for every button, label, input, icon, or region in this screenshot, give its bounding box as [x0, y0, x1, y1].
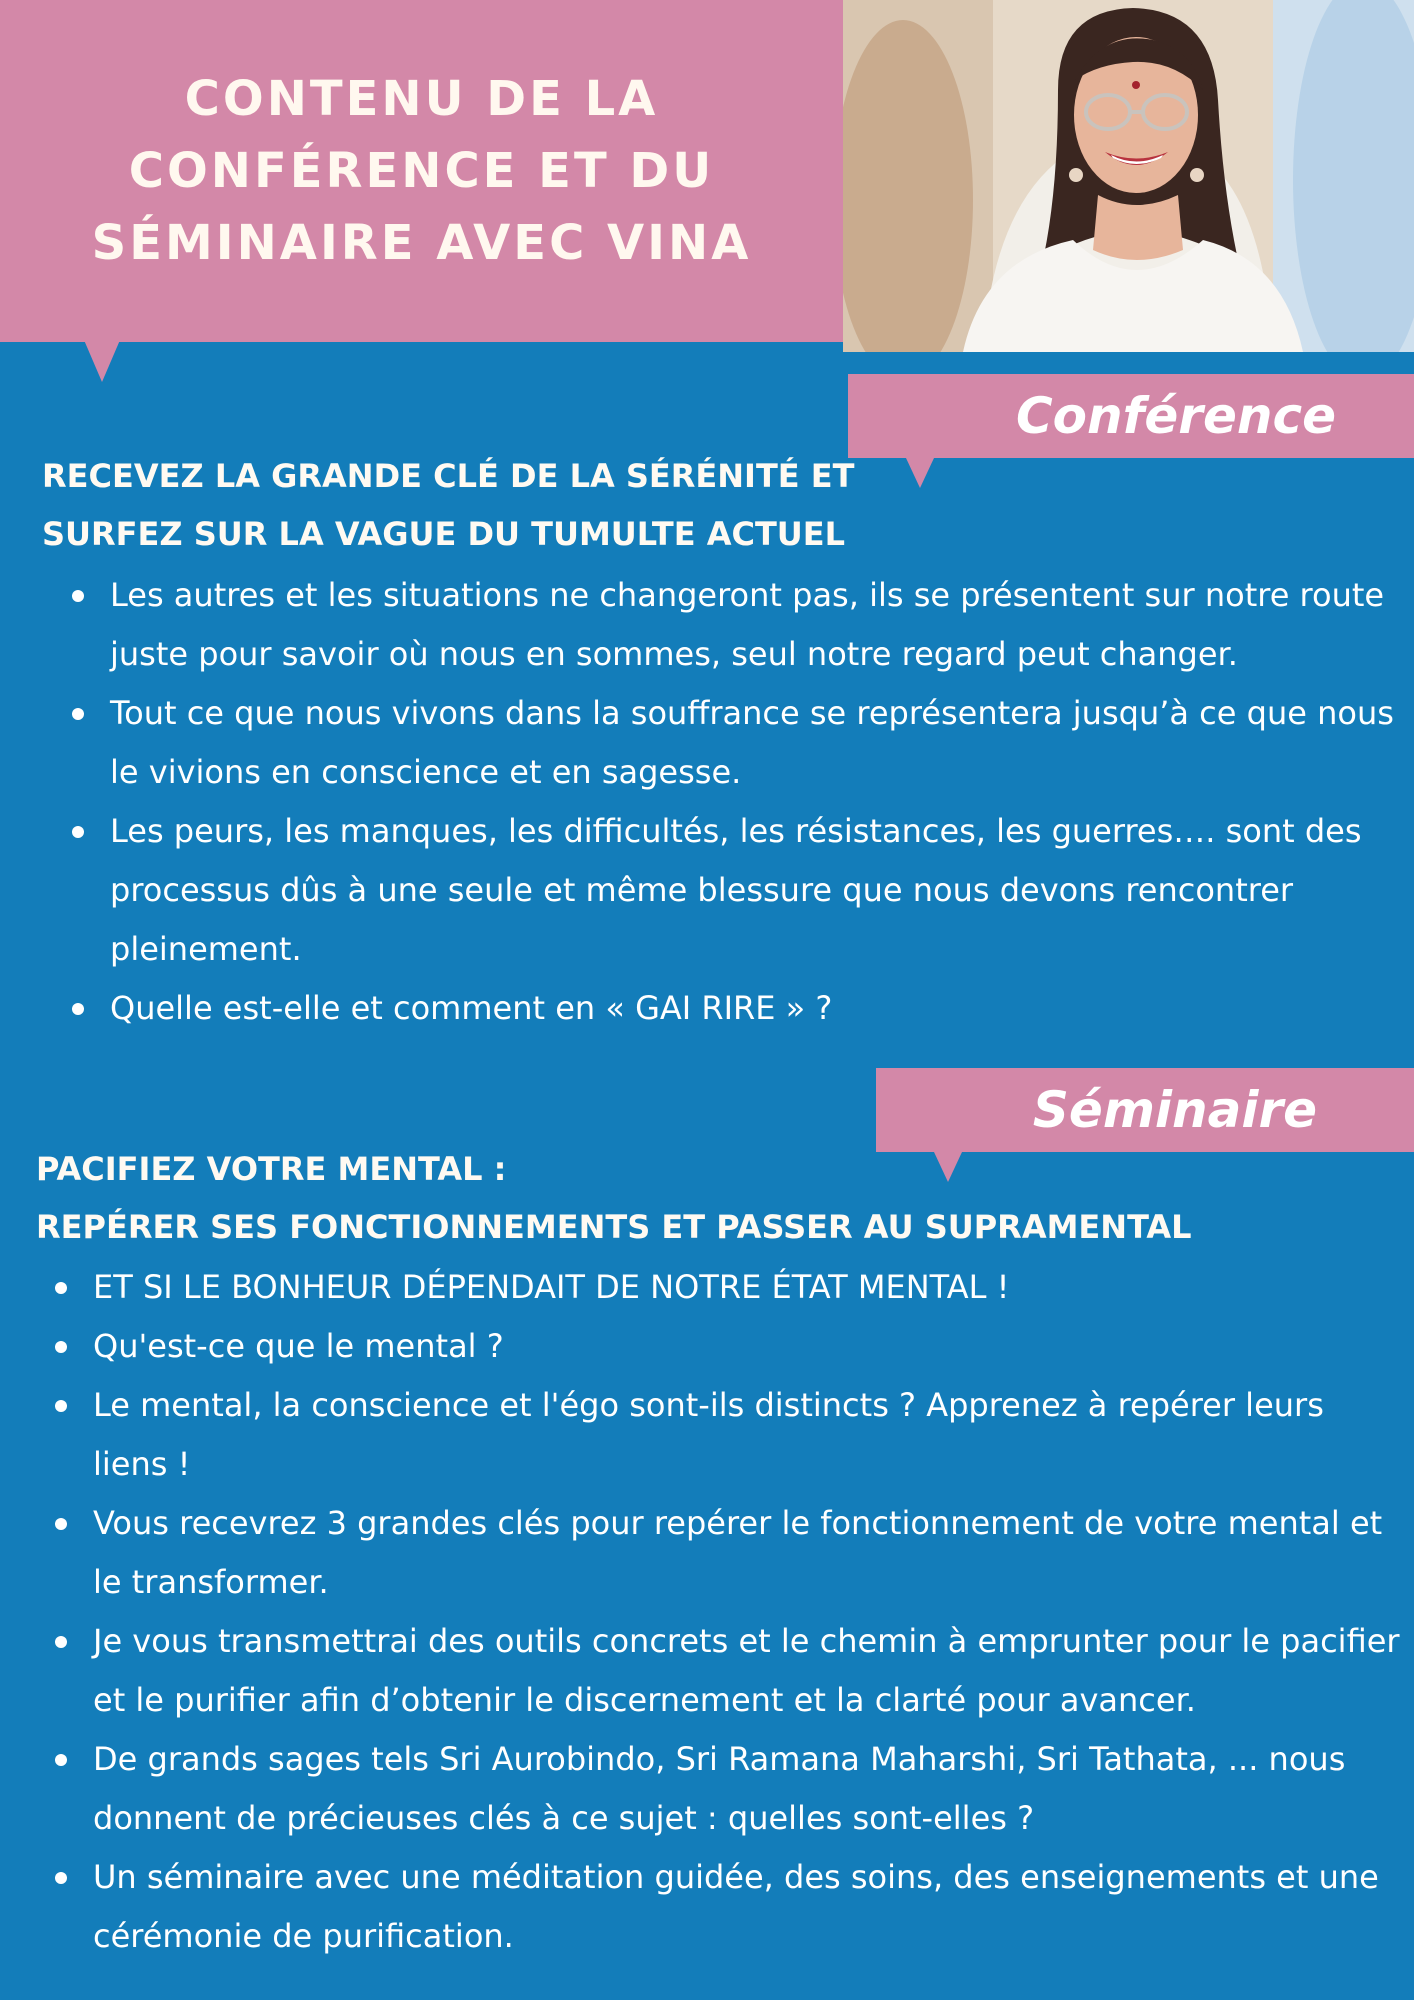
list-item: Un séminaire avec une méditation guidée, des soins, des enseignements et une cérémonie de purification. [93, 1848, 1403, 1966]
conference-tag [848, 374, 1414, 458]
conference-heading-line-2: SURFEZ SUR LA VAGUE DU TUMULTE ACTUEL [42, 515, 846, 553]
seminaire-heading-line-2: REPÉRER SES FONCTIONNEMENTS ET PASSER AU SUPRAMENTAL [36, 1208, 1192, 1246]
title-line-3: SÉMINAIRE AVEC VINA [91, 215, 752, 271]
list-item: Les peurs, les manques, les difficultés, les résistances, les guerres…. sont des processus dûs à une seule et même blessure que nous devons rencontrer pleinement. [110, 802, 1400, 979]
list-item: Vous recevrez 3 grandes clés pour repérer le fonctionnement de votre mental et le transformer. [93, 1494, 1403, 1612]
list-item: Je vous transmettrai des outils concrets et le chemin à emprunter pour le pacifier et le purifier afin d’obtenir le discernement et la clarté pour avancer. [93, 1612, 1403, 1730]
seminaire-heading [36, 1140, 1192, 1256]
title-line-1: CONTENU DE LA [184, 71, 659, 127]
conference-heading-line-1: RECEVEZ LA GRANDE CLÉ DE LA SÉRÉNITÉ ET [42, 457, 855, 495]
list-item: ET SI LE BONHEUR DÉPENDAIT DE NOTRE ÉTAT MENTAL ! [93, 1258, 1403, 1317]
seminaire-heading-line-1: PACIFIEZ VOTRE MENTAL : [36, 1150, 507, 1188]
conference-tag-label: Conférence [1015, 387, 1337, 445]
speaker-photo [843, 0, 1414, 352]
portrait-illustration [843, 0, 1414, 352]
seminaire-list [93, 1258, 1403, 1966]
header-banner [0, 0, 843, 342]
list-item: Quelle est-elle et comment en « GAI RIRE » ? [110, 979, 1400, 1038]
list-item: Les autres et les situations ne changeront pas, ils se présentent sur notre route juste pour savoir où nous en sommes, seul notre regard peut changer. [110, 566, 1400, 684]
header-speech-tail [84, 340, 120, 382]
seminaire-tag-label: Séminaire [1032, 1081, 1318, 1139]
title-line-2: CONFÉRENCE ET DU [128, 143, 715, 199]
list-item: De grands sages tels Sri Aurobindo, Sri Ramana Maharshi, Sri Tathata, ... nous donnent de précieuses clés à ce sujet : quelles sont-elles ? [93, 1730, 1403, 1848]
list-item: Tout ce que nous vivons dans la souffrance se représentera jusqu’à ce que nous le vivions en conscience et en sagesse. [110, 684, 1400, 802]
list-item: Qu'est-ce que le mental ? [93, 1317, 1403, 1376]
conference-heading [42, 447, 854, 563]
conference-tag-tail [906, 458, 934, 488]
list-item: Le mental, la conscience et l'égo sont-ils distincts ? Apprenez à repérer leurs liens ! [93, 1376, 1403, 1494]
page-title [42, 63, 802, 279]
conference-list [110, 566, 1400, 1038]
